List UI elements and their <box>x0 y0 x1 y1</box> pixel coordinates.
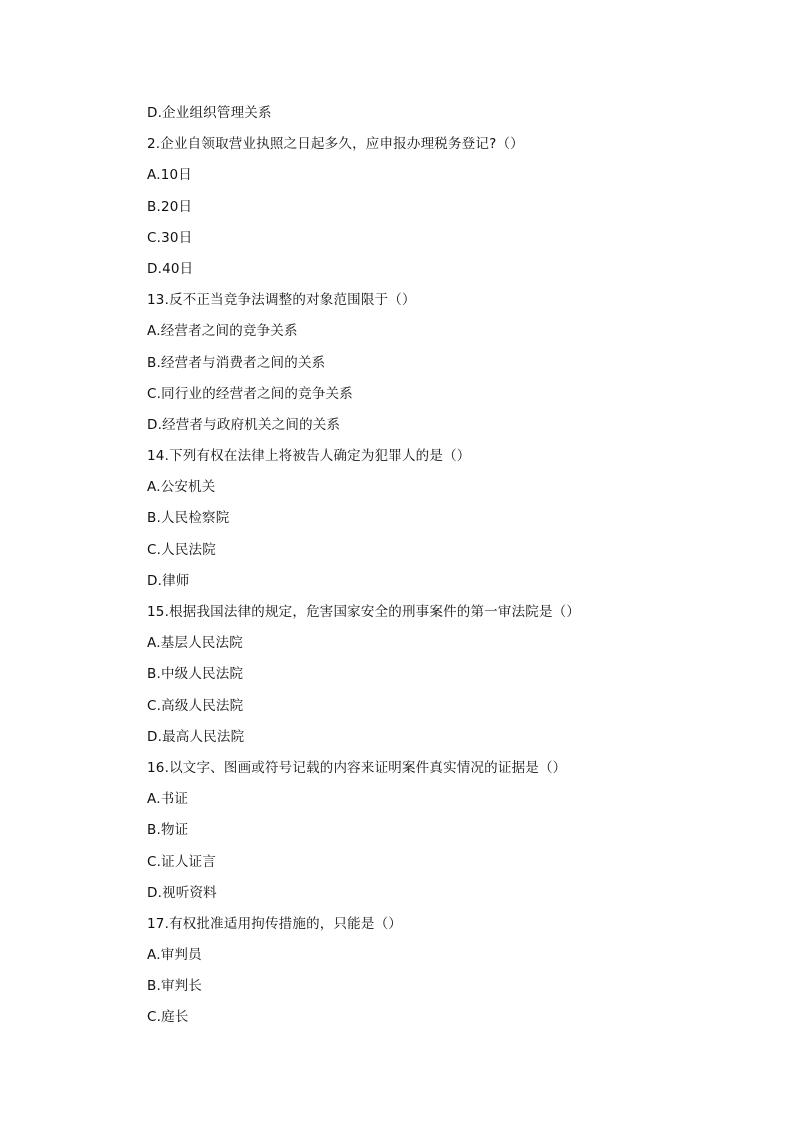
option-a-q2: A.10日 <box>147 167 192 184</box>
option-b-q16: B.物证 <box>147 822 189 839</box>
option-b-q13: B.经营者与消费者之间的关系 <box>147 354 326 371</box>
option-a-q17: A.审判员 <box>147 947 202 964</box>
option-c-q17: C.庭长 <box>147 1009 189 1026</box>
option-b-q14: B.人民检察院 <box>147 510 230 527</box>
question-2: 2.企业自领取营业执照之日起多久，应申报办理税务登记?（） <box>147 136 524 153</box>
option-b-q2: B.20日 <box>147 198 193 215</box>
option-a-q13: A.经营者之间的竞争关系 <box>147 323 298 340</box>
option-c-q14: C.人民法院 <box>147 541 216 558</box>
option-b-q15: B.中级人民法院 <box>147 666 244 683</box>
option-d-q2: D.40日 <box>147 260 194 277</box>
option-a-q16: A.书证 <box>147 791 189 808</box>
option-d-q14: D.律师 <box>147 572 190 589</box>
option-a-q15: A.基层人民法院 <box>147 635 243 652</box>
question-13: 13.反不正当竞争法调整的对象范围限于（） <box>147 292 416 309</box>
option-d-q16: D.视听资料 <box>147 884 217 901</box>
option-c-q2: C.30日 <box>147 229 193 246</box>
question-15: 15.根据我国法律的规定，危害国家安全的刑事案件的第一审法院是（） <box>147 604 581 620</box>
question-17: 17.有权批准适用拘传措施的，只能是（） <box>147 915 402 932</box>
option-c-q16: C.证人证言 <box>147 853 216 870</box>
question-16: 16.以文字、图画或符号记载的内容来证明案件真实情况的证据是（） <box>147 759 567 776</box>
option-d-q1: D.企业组织管理关系 <box>147 105 272 121</box>
question-14: 14.下列有权在法律上将被告人确定为犯罪人的是（） <box>147 448 471 465</box>
option-d-q13: D.经营者与政府机关之间的关系 <box>147 416 341 433</box>
option-b-q17: B.审判长 <box>147 978 203 995</box>
option-a-q14: A.公安机关 <box>147 479 216 496</box>
option-d-q15: D.最高人民法院 <box>147 728 245 745</box>
option-c-q15: C.高级人民法院 <box>147 697 244 714</box>
option-c-q13: C.同行业的经营者之间的竞争关系 <box>147 385 353 402</box>
question-list <box>147 101 707 1037</box>
